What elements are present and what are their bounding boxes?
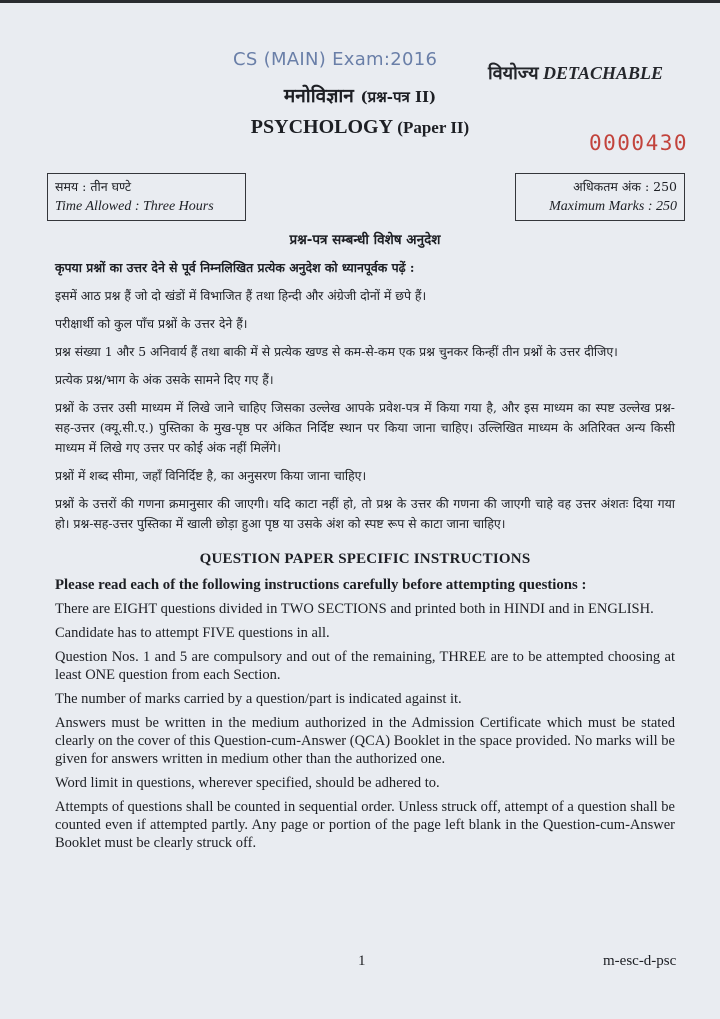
english-instructions-lead: Please read each of the following instructions carefully before attempting questions : [55, 577, 587, 593]
english-instruction-5: Answers must be written in the medium authorized in the Admission Certificate which must be stated clearly on the cover of this Question-cum-Answer (QCA) Booklet in the space provided. No marks will be given for answers written in medium other than the authorized one. [55, 715, 675, 767]
time-allowed-hindi: समय : तीन घण्टे [55, 179, 132, 194]
hindi-instruction-5: प्रश्नों के उत्तर उसी माध्यम में लिखे जाने चाहिए जिसका उल्लेख आपके प्रवेश-पत्र में किया गया है, और इस माध्यम का स्पष्ट उल्लेख प्रश्न-सह-उत्तर (क्यू.सी.ए.) पुस्तिका के मुख-पृष्ठ पर अंकित निर्दिष्ट स्थान पर किया जाना चाहिए। उल्लिखित माध्यम के अतिरिक्त अन्य किसी माध्यम में लिखे गए उत्तर पर कोई अंक नहीं मिलेंगे। [55, 399, 675, 455]
hindi-instructions-heading: प्रश्न-पत्र सम्बन्धी विशेष अनुदेश [289, 232, 441, 248]
english-instructions-heading: QUESTION PAPER SPECIFIC INSTRUCTIONS [199, 550, 531, 567]
exam-stamp: CS (MAIN) Exam:2016 [233, 49, 438, 70]
instructions-body [55, 231, 675, 858]
serial-number: 0000430 [589, 131, 689, 155]
hindi-instruction-2: परीक्षार्थी को कुल पाँच प्रश्नों के उत्तर देने हैं। [55, 315, 248, 331]
english-instruction-3: Question Nos. 1 and 5 are compulsory and out of the remaining, THREE are to be attempted choosing at least ONE question from each Section. [55, 649, 675, 683]
document-code: m-esc-d-psc [603, 953, 677, 969]
hindi-instruction-7: प्रश्नों के उत्तरों की गणना क्रमानुसार की जाएगी। यदि काटा नहीं हो, तो प्रश्न के उत्तर की गणना की जाएगी चाहे वह उत्तर अंशतः दिया गया हो। प्रश्न-सह-उत्तर पुस्तिका में खाली छोड़ा हुआ पृष्ठ या उसके अंश को स्पष्ट रूप से काटा जाना चाहिए। [55, 495, 675, 531]
time-allowed-box [47, 173, 246, 221]
english-instruction-2: Candidate has to attempt FIVE questions in all. [55, 625, 330, 641]
hindi-instruction-4: प्रत्येक प्रश्न/भाग के अंक उसके सामने दिए गए हैं। [55, 371, 274, 387]
english-instruction-1: There are EIGHT questions divided in TWO SECTIONS and printed both in HINDI and in ENGLISH. [55, 601, 654, 617]
page-number: 1 [358, 953, 366, 969]
subject-name-hindi: मनोविज्ञान [283, 85, 354, 107]
subject-name-english: PSYCHOLOGY [250, 116, 393, 138]
detachable-label-hindi: वियोज्य [488, 63, 539, 84]
detachable-label-english: DETACHABLE [543, 63, 664, 83]
maximum-marks-box [515, 173, 685, 221]
hindi-instruction-3: प्रश्न संख्या 1 और 5 अनिवार्य हैं तथा बाकी में से प्रत्येक खण्ड से कम-से-कम एक प्रश्न चुनकर किन्हीं तीन प्रश्नों के उत्तर दीजिए। [55, 343, 618, 359]
time-allowed-english: Time Allowed : Three Hours [55, 199, 214, 214]
maximum-marks-english: Maximum Marks : 250 [549, 199, 677, 214]
subject-title-hindi [0, 82, 720, 108]
paper-label-english: (Paper II) [397, 118, 470, 137]
english-instruction-7: Attempts of questions shall be counted in sequential order. Unless struck off, attempt of a question shall be counted even if attempted partly. Any page or portion of the page left blank in the Question-cum-Answer Booklet must be clearly struck off. [55, 799, 675, 851]
top-border-line [0, 0, 720, 3]
maximum-marks-hindi: अधिकतम अंक : 250 [573, 179, 677, 194]
english-instruction-4: The number of marks carried by a question/part is indicated against it. [55, 691, 462, 707]
paper-label-hindi: (प्रश्न-पत्र II) [360, 88, 437, 106]
hindi-instructions-lead: कृपया प्रश्नों का उत्तर देने से पूर्व निम्नलिखित प्रत्येक अनुदेश को ध्यानपूर्वक पढ़ें : [55, 259, 415, 275]
hindi-instruction-1: इसमें आठ प्रश्न हैं जो दो खंडों में विभाजित हैं तथा हिन्दी और अंग्रेजी दोनों में छपे हैं। [55, 287, 427, 303]
english-instruction-6: Word limit in questions, wherever specified, should be adhered to. [55, 775, 440, 791]
hindi-instruction-6: प्रश्नों में शब्द सीमा, जहाँ विनिर्दिष्ट है, का अनुसरण किया जाना चाहिए। [55, 467, 367, 483]
